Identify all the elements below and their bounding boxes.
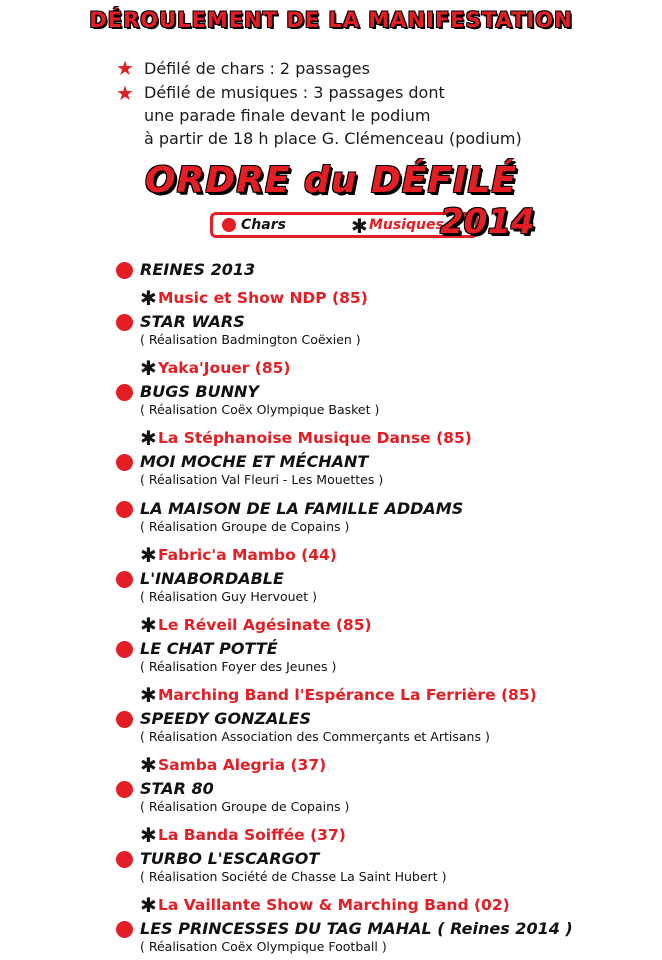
legend bbox=[210, 212, 478, 238]
music-asterisk-icon: ✱ bbox=[140, 683, 157, 707]
char-name: BUGS BUNNY bbox=[140, 382, 259, 401]
music-asterisk-icon: ✱ bbox=[140, 356, 157, 380]
char-dot-icon bbox=[116, 314, 133, 331]
info-line: à partir de 18 h place G. Clémenceau (podium) bbox=[144, 129, 522, 148]
music-name: Music et Show NDP (85) bbox=[158, 289, 368, 307]
char-dot-icon bbox=[116, 781, 133, 798]
char-dot-icon bbox=[116, 571, 133, 588]
music-name: Fabric'a Mambo (44) bbox=[158, 546, 337, 564]
char-credit: ( Réalisation Coëx Olympique Basket ) bbox=[140, 402, 380, 417]
char-name: REINES 2013 bbox=[140, 260, 256, 279]
year-badge: 2014 bbox=[440, 202, 535, 242]
music-name: La Vaillante Show & Marching Band (02) bbox=[158, 896, 510, 914]
char-dot-icon bbox=[116, 384, 133, 401]
char-credit: ( Réalisation Badmington Coëxien ) bbox=[140, 332, 361, 347]
char-credit: ( Réalisation Société de Chasse La Saint Hubert ) bbox=[140, 869, 447, 884]
char-credit: ( Réalisation Coëx Olympique Football ) bbox=[140, 939, 387, 954]
music-asterisk-icon: ✱ bbox=[140, 613, 157, 637]
char-name: L'INABORDABLE bbox=[140, 569, 284, 588]
char-credit: ( Réalisation Groupe de Copains ) bbox=[140, 799, 350, 814]
music-name: Samba Alegria (37) bbox=[158, 756, 327, 774]
music-name: Yaka'Jouer (85) bbox=[158, 359, 291, 377]
music-asterisk-icon: ✱ bbox=[140, 286, 157, 310]
music-name: La Banda Soiffée (37) bbox=[158, 826, 346, 844]
char-name: LES PRINCESSES DU TAG MAHAL ( Reines 2014 ) bbox=[140, 919, 573, 938]
char-dot-icon bbox=[116, 262, 133, 279]
char-dot-icon bbox=[116, 711, 133, 728]
char-name: MOI MOCHE ET MÉCHANT bbox=[140, 452, 369, 471]
char-dot-icon bbox=[116, 921, 133, 938]
char-credit: ( Réalisation Guy Hervouet ) bbox=[140, 589, 317, 604]
info-line: Défilé de chars : 2 passages bbox=[144, 59, 370, 78]
star-icon: ★ bbox=[116, 56, 134, 80]
legend-chars-label: Chars bbox=[241, 217, 286, 233]
music-asterisk-icon: ✱ bbox=[140, 893, 157, 917]
char-credit: ( Réalisation Groupe de Copains ) bbox=[140, 519, 350, 534]
char-credit: ( Réalisation Association des Commerçants et Artisans ) bbox=[140, 729, 490, 744]
char-name: LA MAISON DE LA FAMILLE ADDAMS bbox=[140, 499, 464, 518]
order-title: ORDRE du DÉFILÉ bbox=[145, 160, 517, 201]
char-dot-icon bbox=[116, 641, 133, 658]
page-title: DÉROULEMENT DE LA MANIFESTATION bbox=[89, 8, 573, 32]
chars-dot-icon bbox=[222, 218, 236, 232]
char-name: STAR WARS bbox=[140, 312, 245, 331]
star-icon: ★ bbox=[116, 81, 134, 105]
music-asterisk-icon: ✱ bbox=[140, 426, 157, 450]
music-asterisk-icon: ✱ bbox=[140, 543, 157, 567]
char-name: SPEEDY GONZALES bbox=[140, 709, 312, 728]
char-dot-icon bbox=[116, 454, 133, 471]
info-block bbox=[0, 0, 662, 150]
music-name: Marching Band l'Espérance La Ferrière (85) bbox=[158, 686, 537, 704]
music-asterisk-icon: ✱ bbox=[140, 823, 157, 847]
music-asterisk-icon: ✱ bbox=[140, 753, 157, 777]
char-name: STAR 80 bbox=[140, 779, 214, 798]
info-line: Défilé de musiques : 3 passages dont bbox=[144, 83, 445, 102]
music-name: Le Réveil Agésinate (85) bbox=[158, 616, 372, 634]
music-asterisk-icon: ✱ bbox=[351, 214, 368, 238]
char-credit: ( Réalisation Val Fleuri - Les Mouettes ) bbox=[140, 472, 384, 487]
music-name: La Stéphanoise Musique Danse (85) bbox=[158, 429, 472, 447]
char-credit: ( Réalisation Foyer des Jeunes ) bbox=[140, 659, 337, 674]
char-name: TURBO L'ESCARGOT bbox=[140, 849, 320, 868]
char-name: LE CHAT POTTÉ bbox=[140, 639, 278, 658]
info-line: une parade finale devant le podium bbox=[144, 106, 431, 125]
char-dot-icon bbox=[116, 851, 133, 868]
char-dot-icon bbox=[116, 501, 133, 518]
legend-music-label: Musiques bbox=[369, 217, 444, 233]
